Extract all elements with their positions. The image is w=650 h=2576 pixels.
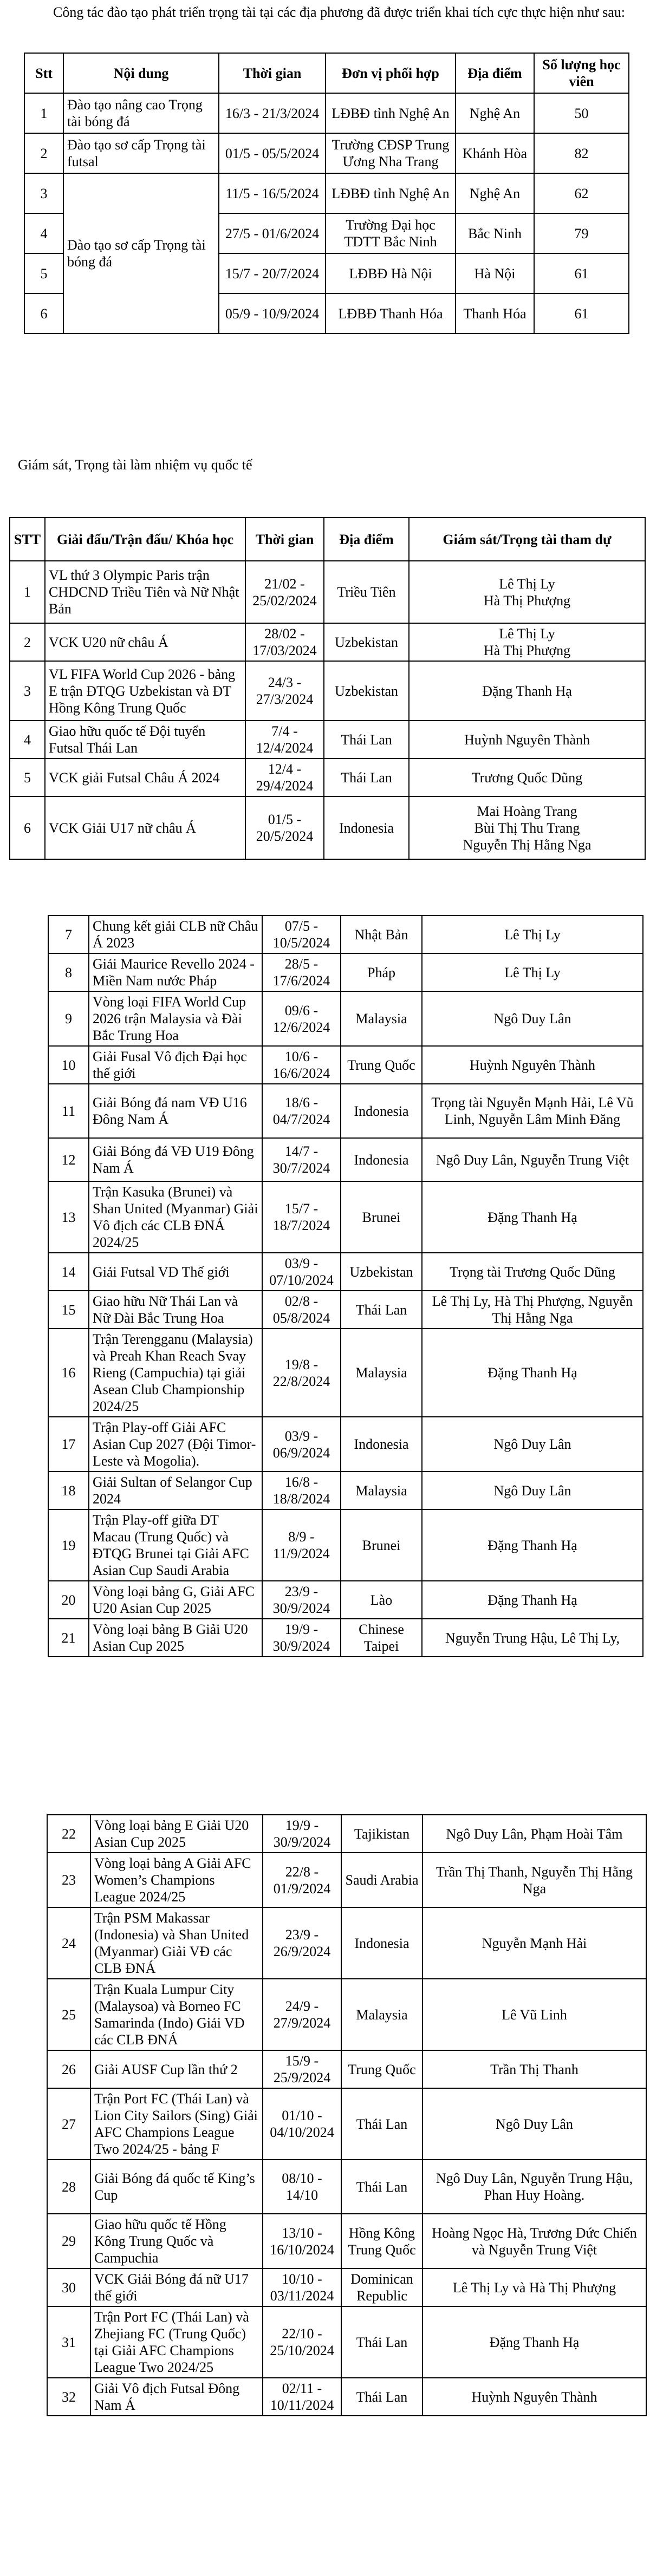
row-time: 16/8 - 18/8/2024 — [262, 1472, 341, 1509]
row-place: Malaysia — [341, 991, 422, 1046]
row-stt: 21 — [48, 1619, 89, 1657]
row-partner: LĐBĐ Thanh Hóa — [326, 293, 456, 334]
row-people: Trần Thị Thanh, Nguyễn Thị Hằng Nga — [422, 1853, 646, 1907]
row-stt: 9 — [48, 991, 89, 1046]
row-time: 23/9 - 30/9/2024 — [262, 1581, 341, 1619]
header-count: Số lượng học viên — [534, 53, 629, 93]
row-time: 08/10 - 14/10 — [263, 2160, 341, 2214]
row-people: Ngô Duy Lân — [422, 1472, 643, 1509]
row-stt: 26 — [47, 2050, 90, 2088]
row-partner: LĐBĐ tỉnh Nghệ An — [326, 173, 456, 213]
row-stt: 14 — [48, 1253, 89, 1291]
row-event: Trận Play-off Giải AFC Asian Cup 2027 (Đội Timor-Leste và Mogolia). — [89, 1417, 262, 1472]
row-partner: Trường Đại học TDTT Bắc Ninh — [326, 213, 456, 253]
row-stt: 13 — [48, 1181, 89, 1253]
row-people: Lê Vũ Linh — [422, 1979, 646, 2050]
row-count: 61 — [534, 253, 629, 293]
row-time: 03/9 - 06/9/2024 — [262, 1417, 341, 1472]
row-place: Nghệ An — [456, 173, 534, 213]
row-time: 11/5 - 16/5/2024 — [219, 173, 326, 213]
table-row — [48, 1329, 643, 1417]
row-event: Vòng loại bảng E Giải U20 Asian Cup 2025 — [90, 1815, 263, 1853]
table-row — [48, 1046, 643, 1084]
table-row — [48, 953, 643, 991]
table-row — [48, 1472, 643, 1509]
header-people: Giám sát/Trọng tài tham dự — [409, 518, 645, 561]
row-event: Giải AUSF Cup lần thứ 2 — [90, 2050, 263, 2088]
row-stt: 2 — [24, 133, 63, 173]
row-event: Vòng loại bảng A Giải AFC Women’s Champions League 2024/25 — [90, 1853, 263, 1907]
row-stt: 17 — [48, 1417, 89, 1472]
row-count: 79 — [534, 213, 629, 253]
row-time: 12/4 - 29/4/2024 — [245, 759, 324, 796]
row-time: 28/5 - 17/6/2024 — [262, 953, 341, 991]
row-partner: LĐBĐ tỉnh Nghệ An — [326, 93, 456, 133]
international-table-part1 — [9, 517, 646, 860]
row-event: Giải Sultan of Selangor Cup 2024 — [89, 1472, 262, 1509]
row-stt: 23 — [47, 1853, 90, 1907]
table-row — [48, 1417, 643, 1472]
table-row — [47, 2088, 646, 2160]
row-stt: 24 — [47, 1907, 90, 1979]
row-people: Huỳnh Nguyên Thành — [422, 2378, 646, 2416]
row-stt: 5 — [10, 759, 45, 796]
row-stt: 30 — [47, 2268, 90, 2306]
table-row — [10, 759, 645, 796]
row-people: Lê Thị Ly — [422, 953, 643, 991]
training-table-header — [24, 53, 629, 93]
row-stt: 4 — [10, 721, 45, 759]
row-people: Ngô Duy Lân, Nguyễn Trung Việt — [422, 1138, 643, 1181]
table-row — [48, 1509, 643, 1581]
table-row — [48, 916, 643, 953]
row-stt: 12 — [48, 1138, 89, 1181]
row-stt: 1 — [10, 561, 45, 623]
row-people: Ngô Duy Lân, Nguyễn Trung Hậu, Phan Huy Hoàng. — [422, 2160, 646, 2214]
row-stt: 19 — [48, 1509, 89, 1581]
row-people: Lê Thị Ly Hà Thị Phượng — [409, 623, 645, 661]
row-time: 19/9 - 30/9/2024 — [263, 1815, 341, 1853]
table-row — [48, 1138, 643, 1181]
international-table-header — [10, 518, 645, 561]
row-time: 23/9 - 26/9/2024 — [263, 1907, 341, 1979]
row-place: Thái Lan — [341, 2306, 422, 2378]
row-count: 50 — [534, 93, 629, 133]
header-stt: STT — [10, 518, 45, 561]
row-event: Trận Terengganu (Malaysia) và Preah Khan Reach Svay Rieng (Campuchia) tại giải Asean Club Championship 2024/25 — [89, 1329, 262, 1417]
row-place: Thái Lan — [341, 2088, 422, 2160]
row-event: Giải Bóng đá VĐ U19 Đông Nam Á — [89, 1138, 262, 1181]
header-time: Thời gian — [219, 53, 326, 93]
row-place: Nghệ An — [456, 93, 534, 133]
row-place: Bắc Ninh — [456, 213, 534, 253]
row-event: Giải Bóng đá nam VĐ U16 Đông Nam Á — [89, 1084, 262, 1138]
row-place: Nhật Bản — [341, 916, 422, 953]
row-place: Hồng Kông Trung Quốc — [341, 2214, 422, 2268]
international-table-part3 — [47, 1814, 647, 2416]
row-people: Đặng Thanh Hạ — [422, 1509, 643, 1581]
row-stt: 29 — [47, 2214, 90, 2268]
header-time: Thời gian — [245, 518, 324, 561]
row-people: Lê Thị Ly — [422, 916, 643, 953]
row-place: Indonesia — [341, 1138, 422, 1181]
row-time: 01/5 - 05/5/2024 — [219, 133, 326, 173]
row-content: Đào tạo nâng cao Trọng tài bóng đá — [63, 93, 219, 133]
row-event: Giải Fusal Vô địch Đại học thế giới — [89, 1046, 262, 1084]
row-time: 22/10 - 25/10/2024 — [263, 2306, 341, 2378]
row-event: VL thứ 3 Olympic Paris trận CHDCND Triều Tiên và Nữ Nhật Bản — [45, 561, 245, 623]
table-row — [10, 796, 645, 859]
row-people: Ngô Duy Lân — [422, 1417, 643, 1472]
row-time: 21/02 - 25/02/2024 — [245, 561, 324, 623]
row-stt: 16 — [48, 1329, 89, 1417]
row-event: Trận Port FC (Thái Lan) và Zhejiang FC (Trung Quốc) tại Giải AFC Champions League Two 2024/25 — [90, 2306, 263, 2378]
header-stt: Stt — [24, 53, 63, 93]
row-place: Thái Lan — [341, 2378, 422, 2416]
row-people: Lê Thị Ly và Hà Thị Phượng — [422, 2268, 646, 2306]
row-stt: 3 — [10, 661, 45, 721]
row-place: Indonesia — [341, 1417, 422, 1472]
row-place: Uzbekistan — [341, 1253, 422, 1291]
row-place: Thanh Hóa — [456, 293, 534, 334]
row-place: Thái Lan — [341, 1291, 422, 1329]
row-place: Khánh Hòa — [456, 133, 534, 173]
header-partner: Đơn vị phối hợp — [326, 53, 456, 93]
row-place: Malaysia — [341, 1979, 422, 2050]
row-stt: 3 — [24, 173, 63, 213]
row-stt: 6 — [10, 796, 45, 859]
row-time: 7/4 - 12/4/2024 — [245, 721, 324, 759]
table-row — [48, 1619, 643, 1657]
table-row — [47, 1853, 646, 1907]
table-row — [48, 1581, 643, 1619]
table-row — [48, 1253, 643, 1291]
row-event: Giao hữu quốc tế Hồng Kông Trung Quốc và Campuchia — [90, 2214, 263, 2268]
table-row — [48, 991, 643, 1046]
table-row — [47, 2268, 646, 2306]
row-time: 03/9 - 07/10/2024 — [262, 1253, 341, 1291]
row-stt: 32 — [47, 2378, 90, 2416]
table-row — [24, 93, 629, 133]
training-table — [24, 53, 629, 334]
row-time: 24/3 - 27/3/2024 — [245, 661, 324, 721]
row-time: 10/10 - 03/11/2024 — [263, 2268, 341, 2306]
row-stt: 4 — [24, 213, 63, 253]
table-row — [47, 2214, 646, 2268]
row-people: Ngô Duy Lân — [422, 991, 643, 1046]
row-time: 18/6 - 04/7/2024 — [262, 1084, 341, 1138]
row-stt: 8 — [48, 953, 89, 991]
row-people: Đặng Thanh Hạ — [422, 2306, 646, 2378]
row-place: Saudi Arabia — [341, 1853, 422, 1907]
row-event: Giao hữu quốc tế Đội tuyển Futsal Thái Lan — [45, 721, 245, 759]
row-people: Mai Hoàng Trang Bùi Thị Thu Trang Nguyễn Thị Hằng Nga — [409, 796, 645, 859]
row-people: Huỳnh Nguyên Thành — [409, 721, 645, 759]
row-event: Vòng loại bảng G, Giải AFC U20 Asian Cup 2025 — [89, 1581, 262, 1619]
row-event: Vòng loại bảng B Giải U20 Asian Cup 2025 — [89, 1619, 262, 1657]
row-people: Đặng Thanh Hạ — [422, 1581, 643, 1619]
row-event: Trận Kuala Lumpur City (Malaysoa) và Borneo FC Samarinda (Indo) Giải VĐ các CLB ĐNÁ — [90, 1979, 263, 2050]
row-stt: 6 — [24, 293, 63, 334]
header-event: Giải đấu/Trận đấu/ Khóa học — [45, 518, 245, 561]
row-time: 19/9 - 30/9/2024 — [262, 1619, 341, 1657]
row-content-merged: Đào tạo sơ cấp Trọng tài bóng đá — [63, 173, 219, 334]
row-place: Trung Quốc — [341, 2050, 422, 2088]
row-time: 16/3 - 21/3/2024 — [219, 93, 326, 133]
row-people: Đặng Thanh Hạ — [422, 1181, 643, 1253]
row-place: Brunei — [341, 1509, 422, 1581]
row-people: Đặng Thanh Hạ — [409, 661, 645, 721]
row-place: Thái Lan — [341, 2160, 422, 2214]
row-place: Thái Lan — [324, 721, 409, 759]
row-time: 8/9 - 11/9/2024 — [262, 1509, 341, 1581]
row-people: Ngô Duy Lân, Phạm Hoài Tâm — [422, 1815, 646, 1853]
row-time: 28/02 - 17/03/2024 — [245, 623, 324, 661]
row-event: VCK Giải Bóng đá nữ U17 thế giới — [90, 2268, 263, 2306]
row-time: 07/5 - 10/5/2024 — [262, 916, 341, 953]
row-stt: 15 — [48, 1291, 89, 1329]
row-place: Indonesia — [324, 796, 409, 859]
table-row — [10, 623, 645, 661]
row-event: Trận Play-off giữa ĐT Macau (Trung Quốc) và ĐTQG Brunei tại Giải AFC Asian Cup Saudi Arabia — [89, 1509, 262, 1581]
table-row — [48, 1291, 643, 1329]
row-time: 27/5 - 01/6/2024 — [219, 213, 326, 253]
row-place: Indonesia — [341, 1084, 422, 1138]
row-event: VCK giải Futsal Châu Á 2024 — [45, 759, 245, 796]
row-event: VCK U20 nữ châu Á — [45, 623, 245, 661]
row-event: Giao hữu Nữ Thái Lan và Nữ Đài Bắc Trung Hoa — [89, 1291, 262, 1329]
international-table-part2 — [48, 915, 644, 1657]
row-place: Trung Quốc — [341, 1046, 422, 1084]
row-people: Trọng tài Nguyễn Mạnh Hải, Lê Vũ Linh, Nguyễn Lâm Minh Đăng — [422, 1084, 643, 1138]
row-time: 15/7 - 20/7/2024 — [219, 253, 326, 293]
row-people: Huỳnh Nguyên Thành — [422, 1046, 643, 1084]
row-place: Pháp — [341, 953, 422, 991]
table-row — [47, 2306, 646, 2378]
row-time: 02/11 - 10/11/2024 — [263, 2378, 341, 2416]
row-place: Uzbekistan — [324, 661, 409, 721]
row-people: Nguyễn Mạnh Hải — [422, 1907, 646, 1979]
row-event: Giải Maurice Revello 2024 - Miền Nam nước Pháp — [89, 953, 262, 991]
row-people: Lê Thị Ly Hà Thị Phượng — [409, 561, 645, 623]
row-people: Đặng Thanh Hạ — [422, 1329, 643, 1417]
row-people: Trương Quốc Dũng — [409, 759, 645, 796]
table-row — [47, 1815, 646, 1853]
row-time: 09/6 - 12/6/2024 — [262, 991, 341, 1046]
table-row — [47, 2378, 646, 2416]
intro-paragraph: Công tác đào tạo phát triển trọng tài tại các địa phương đã được triển khai tích cực thực hiện như sau: — [53, 4, 626, 20]
table-row — [10, 661, 645, 721]
row-stt: 22 — [47, 1815, 90, 1853]
row-event: VCK Giải U17 nữ châu Á — [45, 796, 245, 859]
row-place: Malaysia — [341, 1329, 422, 1417]
row-count: 62 — [534, 173, 629, 213]
row-partner: Trường CĐSP Trung Ương Nha Trang — [326, 133, 456, 173]
row-people: Ngô Duy Lân — [422, 2088, 646, 2160]
row-time: 10/6 - 16/6/2024 — [262, 1046, 341, 1084]
table-row — [47, 1907, 646, 1979]
table-row — [47, 2160, 646, 2214]
row-time: 15/7 - 18/7/2024 — [262, 1181, 341, 1253]
table-row — [24, 133, 629, 173]
row-time: 01/5 - 20/5/2024 — [245, 796, 324, 859]
row-event: Giải Bóng đá quốc tế King’s Cup — [90, 2160, 263, 2214]
header-place: Địa điểm — [324, 518, 409, 561]
row-time: 14/7 - 30/7/2024 — [262, 1138, 341, 1181]
section-title: Giám sát, Trọng tài làm nhiệm vụ quốc tế — [18, 457, 252, 473]
row-count: 82 — [534, 133, 629, 173]
row-content: Đào tạo sơ cấp Trọng tài futsal — [63, 133, 219, 173]
row-event: Trận Kasuka (Brunei) và Shan United (Myanmar) Giải Vô địch các CLB ĐNÁ 2024/25 — [89, 1181, 262, 1253]
table-row — [47, 1979, 646, 2050]
row-stt: 18 — [48, 1472, 89, 1509]
row-time: 13/10 - 16/10/2024 — [263, 2214, 341, 2268]
row-place: Uzbekistan — [324, 623, 409, 661]
row-place: Thái Lan — [324, 759, 409, 796]
row-time: 19/8 - 22/8/2024 — [262, 1329, 341, 1417]
table-row — [10, 561, 645, 623]
row-people: Hoàng Ngọc Hà, Trương Đức Chiến và Nguyễn Trung Việt — [422, 2214, 646, 2268]
table-row — [24, 173, 629, 213]
row-stt: 20 — [48, 1581, 89, 1619]
row-partner: LĐBĐ Hà Nội — [326, 253, 456, 293]
row-time: 22/8 - 01/9/2024 — [263, 1853, 341, 1907]
row-place: Triều Tiên — [324, 561, 409, 623]
row-stt: 2 — [10, 623, 45, 661]
row-event: Chung kết giải CLB nữ Châu Á 2023 — [89, 916, 262, 953]
table-row — [48, 1181, 643, 1253]
row-place: Hà Nội — [456, 253, 534, 293]
row-event: Giải Vô địch Futsal Đông Nam Á — [90, 2378, 263, 2416]
row-time: 24/9 - 27/9/2024 — [263, 1979, 341, 2050]
row-event: VL FIFA World Cup 2026 - bảng E trận ĐTQG Uzbekistan và ĐT Hồng Kông Trung Quốc — [45, 661, 245, 721]
row-place: Chinese Taipei — [341, 1619, 422, 1657]
row-event: Vòng loại FIFA World Cup 2026 trận Malaysia và Đài Bắc Trung Hoa — [89, 991, 262, 1046]
table-row — [10, 721, 645, 759]
row-stt: 28 — [47, 2160, 90, 2214]
row-place: Lào — [341, 1581, 422, 1619]
row-people: Lê Thị Ly, Hà Thị Phượng, Nguyễn Thị Hằng Nga — [422, 1291, 643, 1329]
row-stt: 1 — [24, 93, 63, 133]
row-event: Trận PSM Makassar (Indonesia) và Shan United (Myanmar) Giải VĐ các CLB ĐNÁ — [90, 1907, 263, 1979]
header-place: Địa điểm — [456, 53, 534, 93]
row-time: 15/9 - 25/9/2024 — [263, 2050, 341, 2088]
row-event: Trận Port FC (Thái Lan) và Lion City Sailors (Sing) Giải AFC Champions League Two 2024/25 - bảng F — [90, 2088, 263, 2160]
row-place: Dominican Republic — [341, 2268, 422, 2306]
row-stt: 31 — [47, 2306, 90, 2378]
row-stt: 25 — [47, 1979, 90, 2050]
row-place: Indonesia — [341, 1907, 422, 1979]
row-time: 01/10 - 04/10/2024 — [263, 2088, 341, 2160]
row-people: Nguyễn Trung Hậu, Lê Thị Ly, — [422, 1619, 643, 1657]
row-stt: 7 — [48, 916, 89, 953]
row-event: Giải Futsal VĐ Thế giới — [89, 1253, 262, 1291]
row-stt: 27 — [47, 2088, 90, 2160]
row-stt: 11 — [48, 1084, 89, 1138]
table-row — [48, 1084, 643, 1138]
row-time: 02/8 - 05/8/2024 — [262, 1291, 341, 1329]
row-place: Tajikistan — [341, 1815, 422, 1853]
row-people: Trọng tài Trương Quốc Dũng — [422, 1253, 643, 1291]
row-count: 61 — [534, 293, 629, 334]
row-time: 05/9 - 10/9/2024 — [219, 293, 326, 334]
row-stt: 5 — [24, 253, 63, 293]
row-place: Malaysia — [341, 1472, 422, 1509]
row-place: Brunei — [341, 1181, 422, 1253]
table-row — [47, 2050, 646, 2088]
header-content: Nội dung — [63, 53, 219, 93]
row-stt: 10 — [48, 1046, 89, 1084]
row-people: Trần Thị Thanh — [422, 2050, 646, 2088]
